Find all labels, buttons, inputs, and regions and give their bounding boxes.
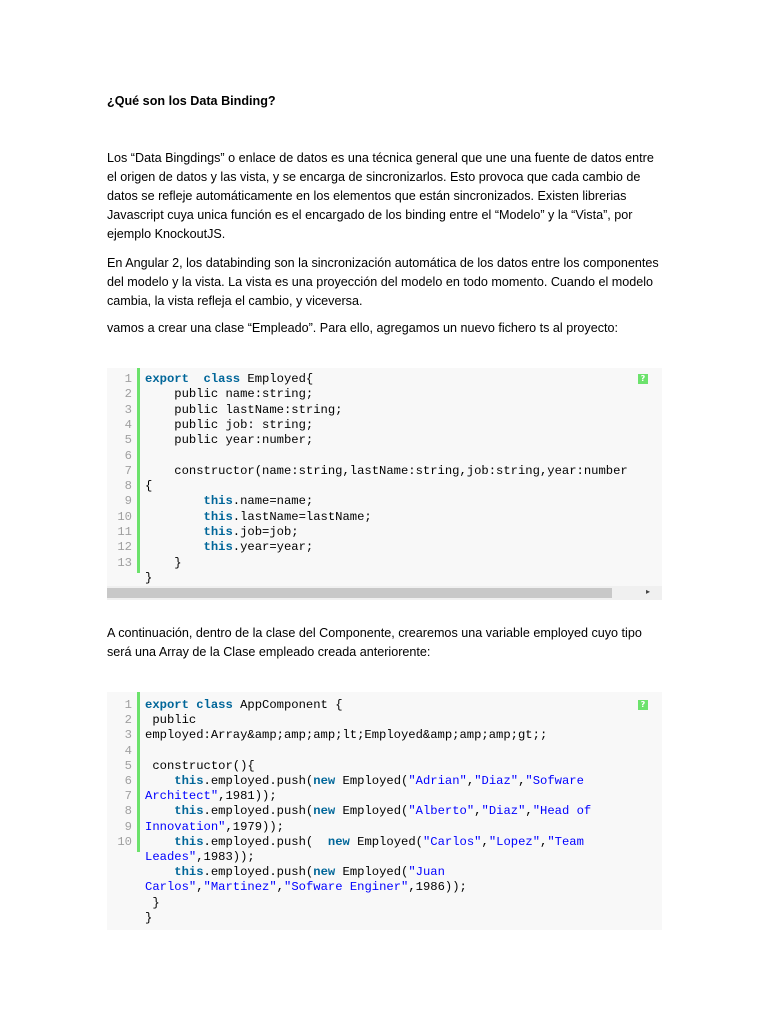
code-token: new xyxy=(313,774,336,788)
code-token: "Diaz" xyxy=(474,774,519,788)
line-number: 5 xyxy=(124,433,132,448)
code-token: Employed( xyxy=(335,865,409,880)
code-block-employed[interactable] xyxy=(107,368,662,600)
code-line xyxy=(145,479,152,493)
code-token xyxy=(145,510,204,524)
code-token: ,1979)); xyxy=(225,819,284,834)
code-token: employed:Array&amp;amp;amp;lt;Employed&amp;amp;amp;gt;; xyxy=(145,728,548,743)
code-token: .employed.push( xyxy=(203,834,328,849)
text-line: A continuación, dentro de la clase del Componente, crearemos una variable employed cuyo tipo xyxy=(107,626,642,640)
code-line xyxy=(145,433,313,447)
line-number: 7 xyxy=(124,789,132,804)
paragraph-angular xyxy=(107,254,659,311)
code-token: Carlos" xyxy=(145,880,197,895)
line-number: 3 xyxy=(124,402,132,417)
code-token: Employed{ xyxy=(240,372,314,386)
scroll-right-arrow-icon[interactable]: ▸ xyxy=(645,587,650,596)
code-line xyxy=(145,759,255,773)
code-token: new xyxy=(313,804,336,819)
line-number: 4 xyxy=(124,743,132,758)
text-line: cambia, la vista refleja el cambio, y viceversa. xyxy=(107,294,363,308)
line-number: 2 xyxy=(124,713,132,728)
line-number: 7 xyxy=(124,463,132,478)
line-number-gutter xyxy=(107,368,132,573)
scrollbar-thumb[interactable] xyxy=(107,588,612,598)
line-number: 1 xyxy=(124,372,132,386)
horizontal-scrollbar[interactable] xyxy=(107,586,662,600)
code-token: , xyxy=(466,774,475,788)
code-token: "Sofware xyxy=(525,774,584,788)
code-token: Innovation" xyxy=(145,819,226,834)
code-token: this xyxy=(203,494,233,509)
line-number: 10 xyxy=(117,834,132,849)
code-line xyxy=(145,896,160,910)
code-line xyxy=(145,820,284,834)
code-line xyxy=(145,789,277,803)
code-token: this xyxy=(174,834,204,849)
code-line xyxy=(145,698,343,712)
code-line xyxy=(145,835,584,849)
line-number: 12 xyxy=(117,540,132,555)
code-token: .lastName=lastName; xyxy=(232,509,372,524)
paragraph-component xyxy=(107,624,642,662)
code-token: } xyxy=(145,555,182,570)
paragraph-intro xyxy=(107,149,654,244)
line-number: 5 xyxy=(124,758,132,773)
line-number: 8 xyxy=(124,804,132,819)
paragraph-create-class xyxy=(107,319,618,338)
code-token: constructor(name:string,lastName:string,job:string,year:number xyxy=(145,463,628,478)
text-line: En Angular 2, los databinding son la sincronización automática de los datos entre los componentes xyxy=(107,256,659,270)
code-token: this xyxy=(203,525,233,539)
code-token: .employed.push( xyxy=(203,774,314,788)
help-icon[interactable]: ? xyxy=(638,374,648,384)
line-number: 1 xyxy=(124,698,132,712)
code-token: new xyxy=(327,834,350,849)
code-token: "Team xyxy=(547,834,584,849)
code-token: constructor(){ xyxy=(145,758,255,773)
code-token: .year=year; xyxy=(232,540,314,555)
code-token: "Juan xyxy=(408,865,445,880)
line-number: 6 xyxy=(124,774,132,788)
code-token: Leades" xyxy=(145,850,197,864)
text-line: Los “Data Bingdings” o enlace de datos es una técnica general que une una fuente de datos entre xyxy=(107,151,654,165)
code-token: new xyxy=(313,865,336,880)
code-token: class xyxy=(196,698,233,712)
code-token: this xyxy=(203,509,233,524)
text-line: Javascript cuya unica función es el encargado de los binding entre el “Modelo” y la “Vista”, por xyxy=(107,208,633,222)
code-token: this xyxy=(203,540,233,555)
gutter-divider xyxy=(137,368,140,573)
code-line xyxy=(145,911,152,925)
code-line xyxy=(145,540,313,554)
text-line: ejemplo KnockoutJS. xyxy=(107,227,226,241)
code-token: Employed( xyxy=(349,834,423,849)
code-line xyxy=(145,713,196,727)
code-token: } xyxy=(145,895,160,910)
code-token: Architect" xyxy=(145,789,219,804)
code-line xyxy=(145,850,255,864)
code-line xyxy=(145,387,313,401)
code-token xyxy=(145,865,174,879)
code-token: public name:string; xyxy=(145,387,314,402)
code-token: "Diaz" xyxy=(481,804,526,819)
line-number: 9 xyxy=(124,819,132,834)
text-line: será una Array de la Clase empleado creada anteriorente: xyxy=(107,645,431,659)
code-token: public job: string; xyxy=(145,417,314,432)
code-token xyxy=(145,525,204,539)
code-line xyxy=(145,774,584,788)
page-heading: ¿Qué son los Data Binding? xyxy=(107,94,276,108)
code-token: "Lopez" xyxy=(488,834,541,849)
code-token: ,1981)); xyxy=(218,789,277,804)
code-token xyxy=(189,372,204,386)
code-block-app-component[interactable] xyxy=(107,692,662,930)
code-token xyxy=(145,835,174,849)
code-line xyxy=(145,571,152,585)
code-token: .employed.push( xyxy=(203,865,314,880)
code-token: } xyxy=(145,910,153,925)
code-token: , xyxy=(276,880,284,895)
code-token: , xyxy=(540,834,548,849)
gutter-divider xyxy=(137,692,140,852)
code-token: , xyxy=(481,834,489,849)
code-token: } xyxy=(145,570,153,585)
code-token xyxy=(145,494,204,508)
text-line: vamos a crear una clase “Empleado”. Para ello, agregamos un nuevo fichero ts al proyecto: xyxy=(107,321,619,335)
code-token: ,1986)); xyxy=(408,880,467,895)
code-token xyxy=(145,540,204,554)
code-line xyxy=(145,418,313,432)
code-line xyxy=(145,525,299,539)
code-token: Employed( xyxy=(335,804,409,819)
code-token xyxy=(145,774,174,788)
code-line xyxy=(145,804,591,818)
line-number: 6 xyxy=(124,448,132,463)
text-line: del modelo y la vista. La vista es una proyección del modelo en todo momento. Cuando el modelo xyxy=(107,275,654,289)
code-line xyxy=(145,403,342,417)
code-line xyxy=(145,510,372,524)
code-line xyxy=(145,865,445,879)
line-number: 10 xyxy=(117,509,132,524)
code-token: , xyxy=(525,804,533,819)
code-token: , xyxy=(474,804,482,819)
code-token: .employed.push( xyxy=(203,804,314,819)
line-number: 4 xyxy=(124,417,132,432)
line-number-gutter xyxy=(107,692,132,852)
code-token: this xyxy=(174,865,204,880)
code-line xyxy=(145,728,547,742)
code-token: public xyxy=(145,713,197,728)
code-token: , xyxy=(196,880,204,895)
code-token: , xyxy=(518,774,526,788)
code-token: class xyxy=(203,372,241,386)
text-line: el origen de datos y las vista, y se encarga de sincronizarlos. Esto provoca que cada cambio de xyxy=(107,170,641,184)
code-token: this xyxy=(174,804,204,819)
code-token: public year:number; xyxy=(145,433,314,448)
line-number: 11 xyxy=(117,525,132,539)
code-token: { xyxy=(145,479,153,494)
code-line xyxy=(145,880,467,894)
code-token: Employed( xyxy=(335,774,409,788)
code-token: ,1983)); xyxy=(196,850,255,864)
code-line xyxy=(145,494,313,508)
code-token: export xyxy=(145,698,189,712)
code-token: "Sofware Enginer" xyxy=(284,880,409,895)
code-token: .name=name; xyxy=(232,494,314,509)
code-token xyxy=(145,804,174,818)
line-number: 9 xyxy=(124,494,132,509)
code-token: "Carlos" xyxy=(422,834,482,849)
code-token: "Adrian" xyxy=(408,774,467,788)
line-number: 2 xyxy=(124,387,132,402)
code-token: "Martinez" xyxy=(203,880,277,895)
code-token: public lastName:string; xyxy=(145,402,343,417)
code-line xyxy=(145,464,628,478)
code-line xyxy=(145,556,182,570)
help-icon[interactable]: ? xyxy=(638,700,648,710)
code-token: export xyxy=(145,372,189,386)
text-line: datos se refleje automáticamente en los elementos que están sincronizados. Existen librerias xyxy=(107,189,627,203)
code-token: "Head of xyxy=(532,804,592,819)
line-number: 3 xyxy=(124,728,132,743)
code-token: .job=job; xyxy=(232,525,299,539)
code-token: this xyxy=(174,774,204,788)
line-number: 8 xyxy=(124,479,132,494)
line-number: 13 xyxy=(117,555,132,570)
code-token: AppComponent { xyxy=(232,698,343,712)
code-token: "Alberto" xyxy=(408,804,475,819)
code-line xyxy=(145,372,313,386)
